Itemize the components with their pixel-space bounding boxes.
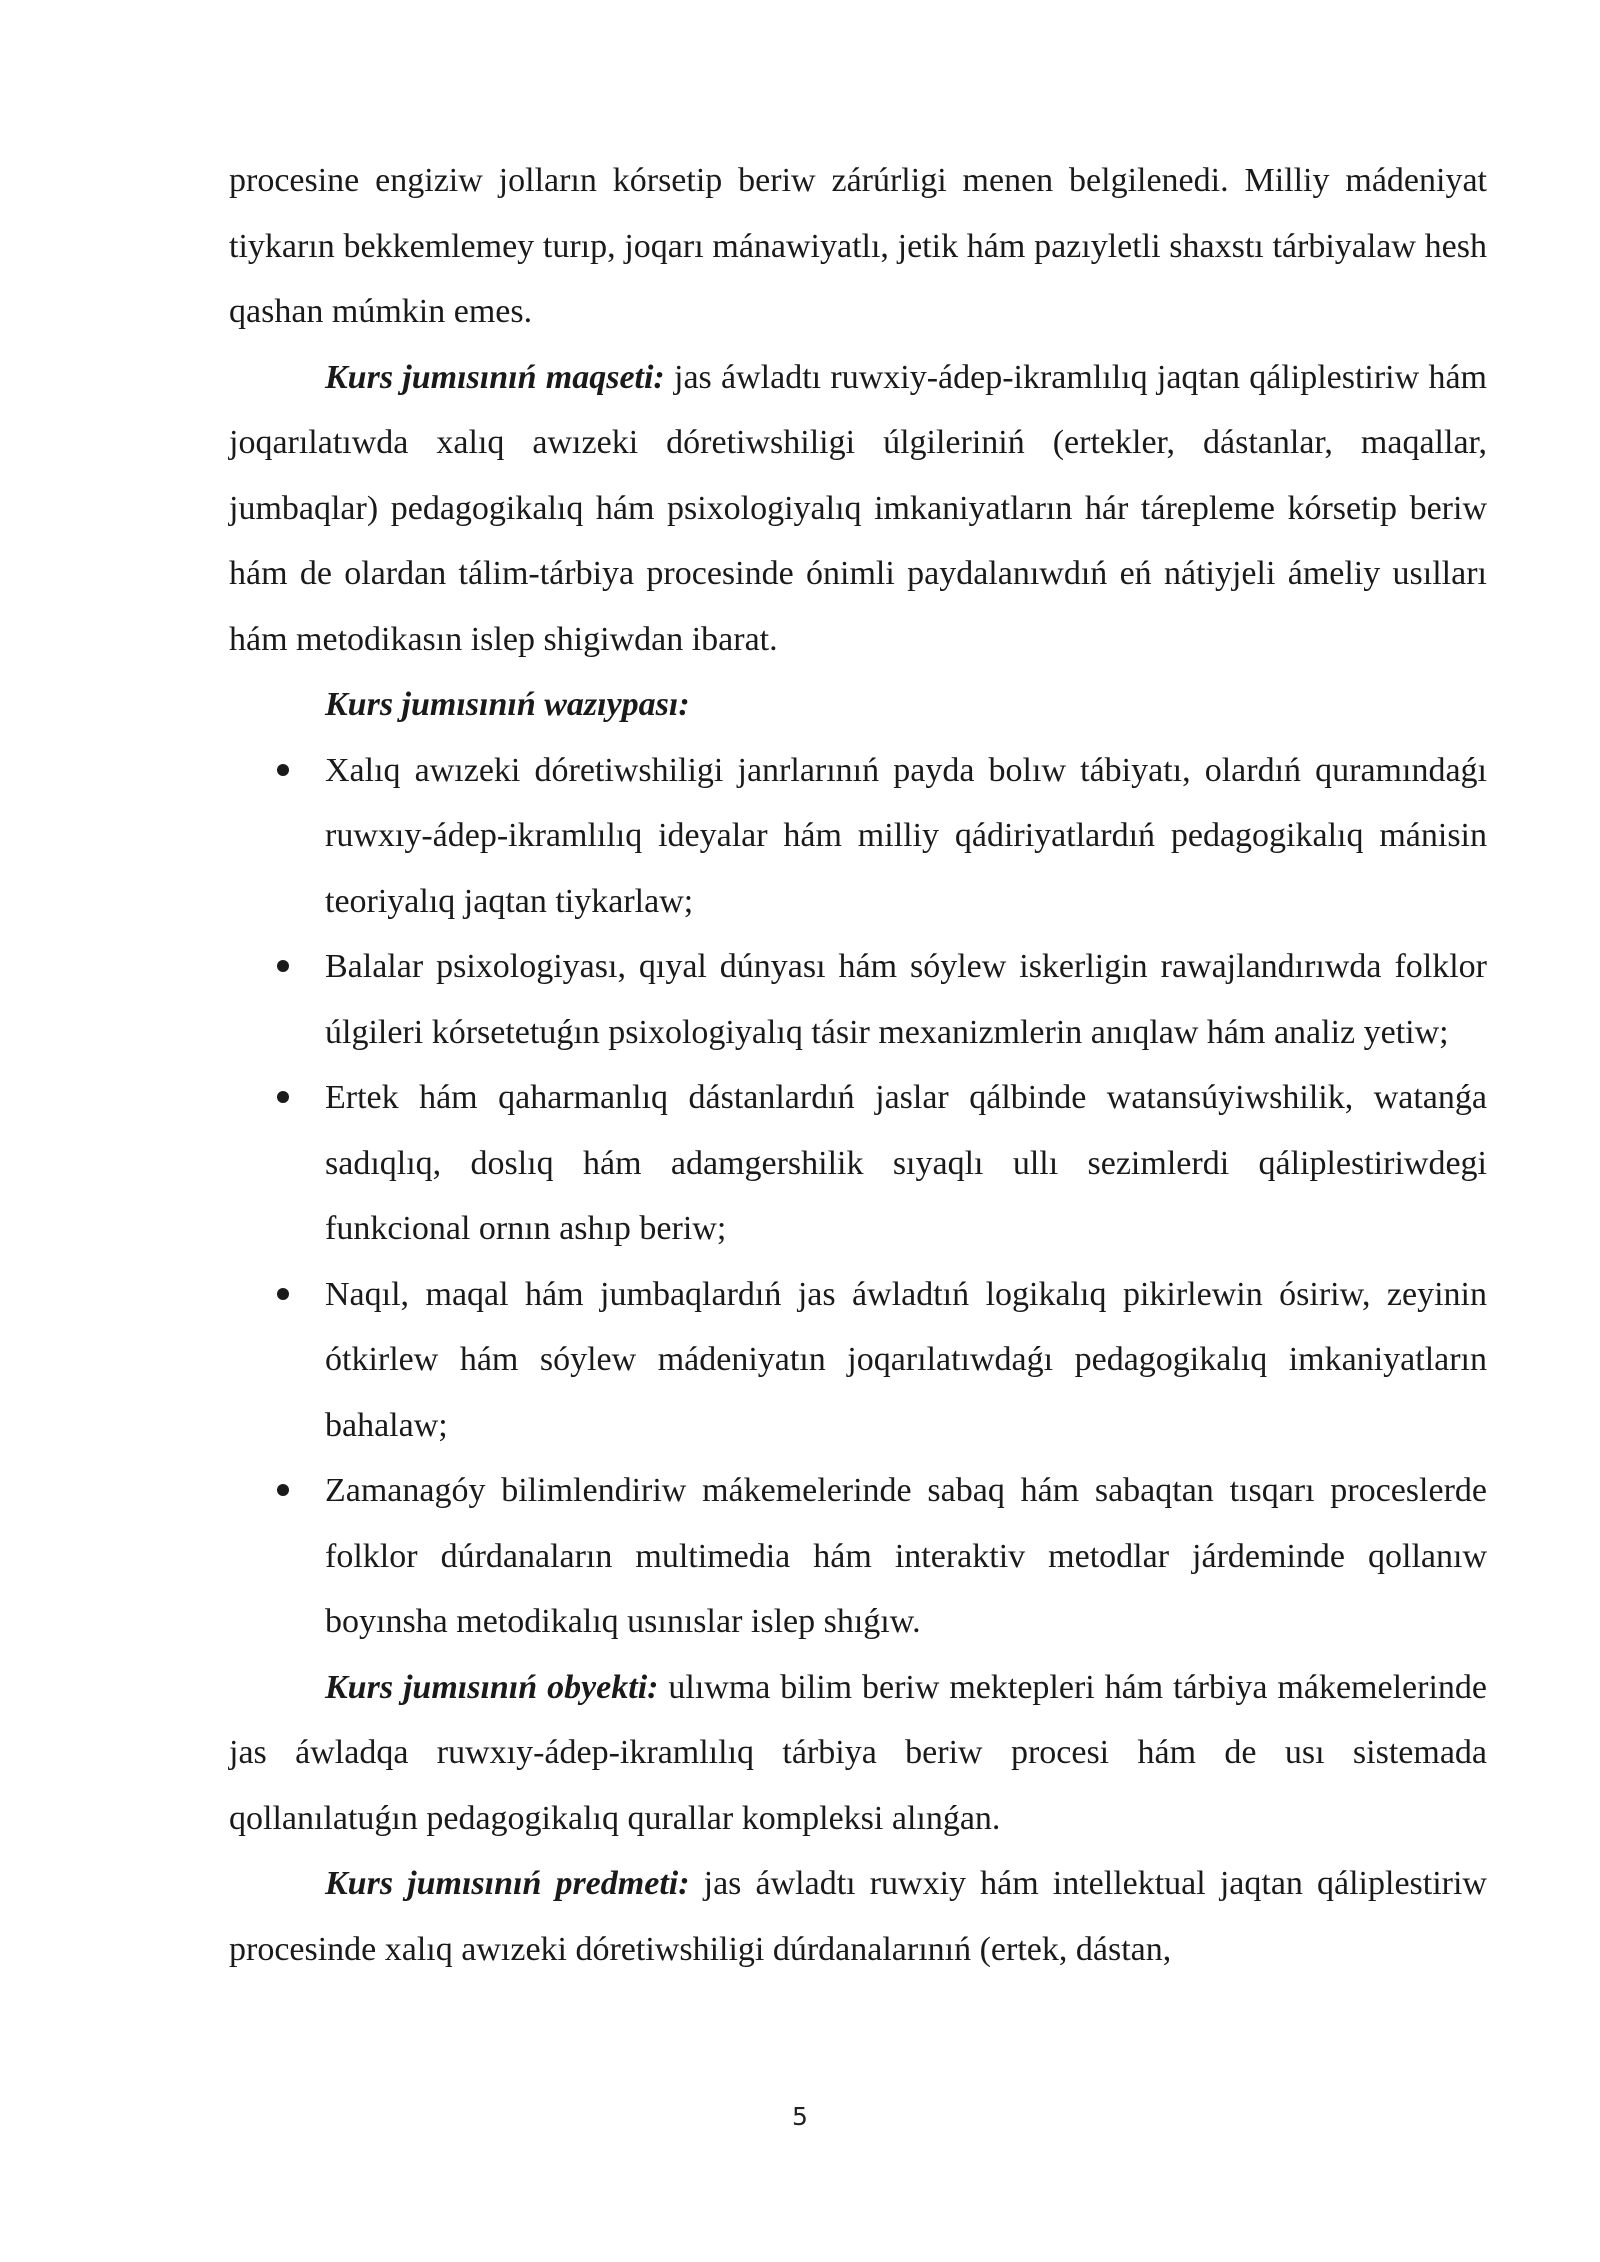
object-text: ulıwma bilim beriw mektepleri hám tárbiya mákemelerinde jas áwladqa ruwxıy-ádep-ikramlılıq tárbiya beriw procesi hám de usı sistemada qollanılatuǵın pedagogikalıq qurallar kompleksi alınǵan.: [229, 1668, 1487, 1837]
goal-heading: Kurs jumısınıń maqseti:: [325, 358, 665, 396]
goal-paragraph: [229, 345, 1487, 673]
task-text: Naqıl, maqal hám jumbaqlardıń jas áwladtıń logikalıq pikirlewin ósiriw, zeyinin ótkirlew hám sóylew mádeniyatın joqarılatıwdaǵı pedagogikalıq imkaniyatların bahalaw;: [325, 1275, 1487, 1444]
page-number: 5: [792, 2102, 808, 2131]
subject-heading: Kurs jumısınıń predmeti:: [325, 1865, 690, 1902]
subject-paragraph: [229, 1851, 1487, 1982]
goal-text: jas áwladtı ruwxiy-ádep-ikramlılıq jaqtan qáliplestiriw hám joqarılatıwda xalıq awızeki dóretiwshiligi úlgileriniń (ertekler, dástanlar, maqallar, jumbaqlar) pedagogikalıq hám psixologiyalıq imkaniyatların hár tárepleme kórsetip beriw hám de olardan tálim-tárbiya procesinde ónimli paydalanıwdıń eń nátiyjeli ámeliy usılları hám metodikasın islep shigiwdan ibarat.: [229, 358, 1487, 658]
object-heading: Kurs jumısınıń obyekti:: [325, 1668, 659, 1706]
tasks-paragraph: [229, 672, 1487, 738]
bullet-icon: [277, 764, 289, 776]
list-item: [229, 738, 1487, 935]
object-paragraph: [229, 1655, 1487, 1852]
intro-paragraph: procesine engiziw jolların kórsetip beriw zárúrligi menen belgilenedi. Milliy mádeniyat tiykarın bekkemlemey turıp, joqarı mánawiyatlı, jetik hám pazıyletli shaxstı tárbiyalaw hesh qashan múmkin emes.: [229, 162, 1487, 330]
bullet-icon: [277, 1288, 289, 1300]
tasks-heading: Kurs jumısınıń wazıypası:: [325, 686, 690, 723]
bullet-icon: [277, 1484, 289, 1496]
bullet-icon: [277, 960, 289, 972]
task-text: Xalıq awızeki dóretiwshiligi janrlarınıń payda bolıw tábiyatı, olardıń quramındaǵı ruwxıy-ádep-ikramlılıq ideyalar hám milliy qádiriyatlardıń pedagogikalıq mánisin teoriyalıq jaqtan tiykarlaw;: [325, 751, 1487, 920]
list-item: [229, 1065, 1487, 1262]
task-text: Zamanagóy bilimlendiriw mákemelerinde sabaq hám sabaqtan tısqarı proceslerde folklor dúrdanaların multimedia hám interaktiv metodlar járdeminde qollanıw boyınsha metodikalıq usınıslar islep shıǵıw.: [325, 1472, 1487, 1640]
task-text: Ertek hám qaharmanlıq dástanlardıń jaslar qálbinde watansúyiwshilik, watanǵa sadıqlıq, doslıq hám adamgershilik sıyaqlı ullı sezimlerdi qáliplestiriwdegi funkcional ornın ashıp beriw;: [325, 1079, 1487, 1247]
bullet-icon: [277, 1091, 289, 1103]
list-item: [229, 1458, 1487, 1655]
subject-text: jas áwladtı ruwxiy hám intellektual jaqtan qáliplestiriw procesinde xalıq awızeki dóretiwshiligi dúrdanalarınıń (ertek, dástan,: [229, 1865, 1487, 1968]
list-item: [229, 934, 1487, 1065]
document-page: [229, 148, 1487, 1982]
tasks-list: [229, 738, 1487, 1655]
list-item: [229, 1262, 1487, 1459]
task-text: Balalar psixologiyası, qıyal dúnyası hám sóylew iskerligin rawajlandırıwda folklor úlgileri kórsetetuǵın psixologiyalıq tásir mexanizmlerin anıqlaw hám analiz yetiw;: [325, 948, 1487, 1051]
